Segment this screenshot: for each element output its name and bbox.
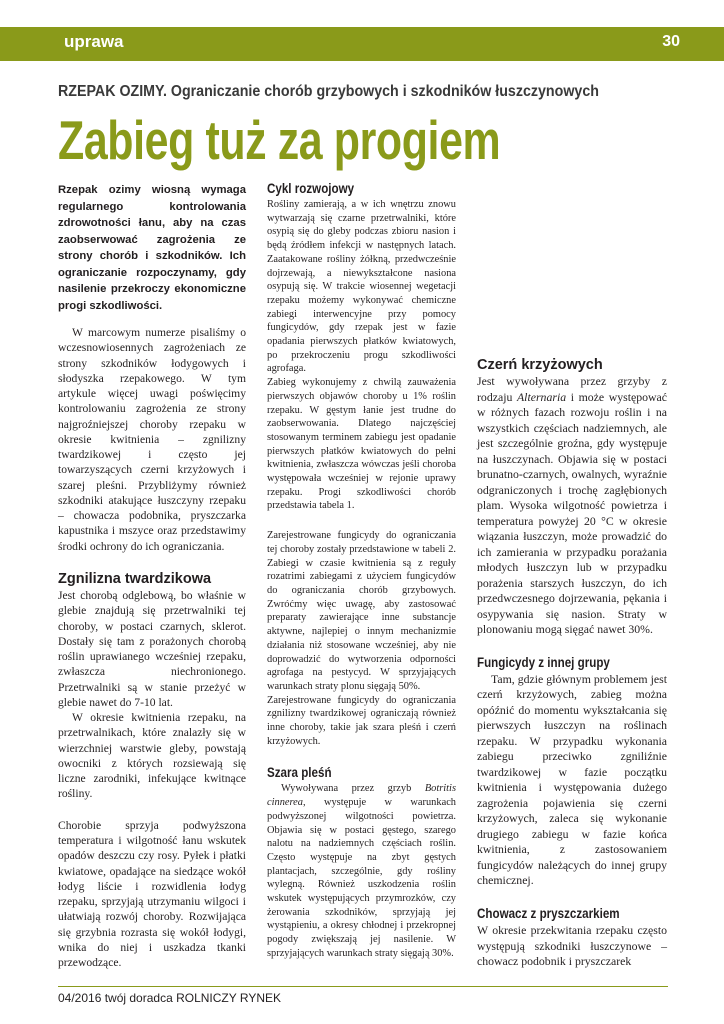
text-run: Wywoływana przez grzyb: [281, 783, 425, 795]
paragraph: W okresie przekwitania rzepaku często występują szkodniki łuszczynowe – chowacz podobnik i pryszczarek: [477, 922, 667, 969]
page-number: 30: [662, 33, 680, 50]
article-kicker: RZEPAK OZIMY. Ograniczanie chorób grzybowych i szkodników łuszczynowych: [58, 83, 599, 100]
heading-fungicydy: Fungicydy z innej grupy: [477, 654, 610, 670]
section-name: uprawa: [64, 32, 124, 51]
section-header-bar: [0, 27, 724, 61]
heading-czern: Czerń krzyżowych: [477, 357, 603, 373]
intro-paragraph: W marcowym numerze pisaliśmy o wczesnowiosennych zagrożeniach ze strony szkodników łodygowych i słodyszka rzepakowego. W tym artykule więcej uwagi poświęcimy kontrolowaniu zagrożenia ze strony najgroźniejszej choroby rzepaku w okresie kwitnienia – zgnilizny twardzikowej i często jej towarzyszących czerni krzyżowych i szarej pleśni. Przybliżymy również szkodniki atakujące łuszczyny rzepaku – chowacza podobnika, pryszczarka kapustnika i mszyce oraz przedstawimy środki ochrony do ich ograniczania.: [58, 326, 246, 553]
heading-chowacz: Chowacz z pryszczarkiem: [477, 905, 620, 921]
text-run: i może występować w różnych fazach rozwoju roślin i na wszystkich częściach nadziemnych, ale jest szczególnie groźna, gdy występuje na łuszczynach. Objawia się w postaci brunatno-czarnych, owalnych, wyraźnie odgraniczonych i trochę zagłębionych plam. Wysoka wilgotność powietrza i temperatura powyżej 20 °C w okresie wiązania łuszczyn, może prowadzić do ich zamierania w przypadku porażania młodych łuszczyn lub w przypadku porażenia starszych łuszczyn, do ich przedwczesnego dojrzewania, pękania i osypywania się nasion. Straty w plonowaniu mogą sięgać nawet 30%.: [477, 389, 668, 637]
genus-name: Alternaria: [516, 389, 567, 404]
footer-text: 04/2016 twój doradca ROLNICZY RYNEK: [58, 991, 282, 1005]
paragraph: Jest chorobą odglebową, bo właśnie w glebie znajdują się przetrwalniki tej choroby, w postaci czarnych, sklerot. Dostały się tam z porażonych chorobą roślin uprawianego wcześniej rzepaku, zwłaszcza niechronionego. Przetrwalniki są w stanie przeżyć w glebie nawet do 7-10 lat.: [58, 588, 246, 709]
paragraph: [477, 374, 667, 638]
column-2: [267, 180, 456, 961]
heading-szara-plesn: Szara pleśń: [267, 765, 332, 781]
text-run: , występuje w warunkach podwyższonej wilgotności powietrza. Objawia się w postaci gęstego, szarego nalotu na nadziemnych częściach roślin. Często występuje na zbyt gęstych plantacjach, szczególnie, gdy rośliny wylegną. Również uszkodzenia roślin wskutek występujących przymrozków, czy żerowania szkodników, sprzyjają jej wystąpieniu, a okresy chłodnej i przekropnej pogody zwiększają jej nasilenie. W sprzyjających warunkach straty sięgają 30%.: [267, 797, 456, 959]
text-run: Jest wywoływana przez grzyby z rodzaju: [477, 374, 667, 404]
article-title: Zabieg tuż za progiem: [58, 109, 501, 171]
paragraph: [267, 782, 456, 960]
heading-cykl: Cykl rozwojowy: [267, 181, 355, 196]
article-lead: Rzepak ozimy wiosną wymaga regularnego kontrolowania zdrowotności łanu, aby na czas zaobserwować zagrożenia ze strony chorób i szkodników. Ich ograniczanie rozpoczynamy, gdy nasilenie przekroczy ekonomiczne progi szkodliwości.: [58, 184, 246, 312]
paragraph: Tam, gdzie głównym problemem jest czerń krzyżowych, zabieg można opóźnić do momentu wykształcania się pierwszych łuszczyn na roślinach rzepaku. W przypadku wykonania zabiegu przeciwko zgniliźnie twardzikowej w fazie początku kwitnienia i występowania dużego zagrożenia pojawienia się czerni krzyżowych, zaleca się wykonanie drugiego zabiegu w fazie końca kwitnienia, z zastosowaniem fungicydów należących do innej grupy chemicznej.: [477, 671, 667, 888]
paragraph: Chorobie sprzyja podwyższona temperatura i wilgotność łanu wskutek opadów deszczu czy rosy. Pyłek i płatki kwiatowe, opadające na siedzące wokół łodyg liście i rozwidlenia łodyg rzepaku, sprzyjają utrzymaniu wilgoci i ułatwiają rozwój choroby. Rozwijająca się grzybnia rozrasta się wokół łodygi, wnika do niej i uszkadza tkanki przewodzące.: [58, 818, 246, 970]
paragraph: Rośliny zamierają, a w ich wnętrzu znowu wytwarzają się czarne przetrwalniki, które osypią się do gleby podczas zbioru nasion i będą źródłem infekcji w następnych latach. Zaatakowane rośliny żółkną, przedwcześnie dojrzewają, a niewykształcone nasiona osypują się. W trakcie wiosennej wegetacji rzepaku możemy wykonywać chemiczne zabiegi interwencyjne przy pomocy fungicydów, gdy rzepak jest w fazie opadania pierwszych płatków kwiatowych, po przekroczeniu progu szkodliwości agrofaga.: [267, 199, 456, 375]
paragraph: Zarejestrowane fungicydy do ograniczania tej choroby zostały przedstawione w tabeli 2. Zabiegi w czasie kwitnienia są z reguły rozatrimi zabiegami z użyciem fungicydów do ograniczania chorób grzybowych. Zwróćmy więc uwagę, aby zastosować preparaty zawierające inne substancje aktywne, najlepiej o innym mechanizmie działania niż stosowane wcześniej, aby nie doprowadzić do wytworzenia odporności agrofaga na pestycyd. W sprzyjających warunkach straty plonu sięgają 50%.: [267, 530, 456, 692]
heading-zgnilizna: Zgnilizna twardzikowa: [58, 570, 212, 587]
paragraph: W okresie kwitnienia rzepaku, na przetrwalnikach, które znalazły się w wierzchniej warstwie gleby, powstają owocniki z których rozsiewają się liczne zarodniki, infekujące kwitnące rośliny.: [58, 711, 246, 801]
paragraph: Zabieg wykonujemy z chwilą zauważenia pierwszych objawów choroby u 1% roślin rzepaku. W gęstym łanie jest trudne do zaobserwowania. Dlatego najczęściej stosowanym terminem zabiegu jest opadanie pierwszych płatków kwiatowych do pełni kwitnienia, zwłaszcza wówczas jeśli choroba występowała wcześniej w rejonie uprawy rzepaku. Progi szkodliwości chorób przedstawia tabela 1.: [267, 377, 456, 512]
column-1: [58, 180, 246, 970]
paragraph: Zarejestrowane fungicydy do ograniczania zgnilizny twardzikowej ograniczają również inne choroby, takie jak szara pleśń i czerń krzyżowych.: [267, 694, 456, 747]
footer-rule: [58, 986, 668, 987]
page-footer: [0, 985, 724, 1024]
column-3: [477, 180, 667, 970]
species-name: Botritis cinnerea: [267, 783, 456, 809]
